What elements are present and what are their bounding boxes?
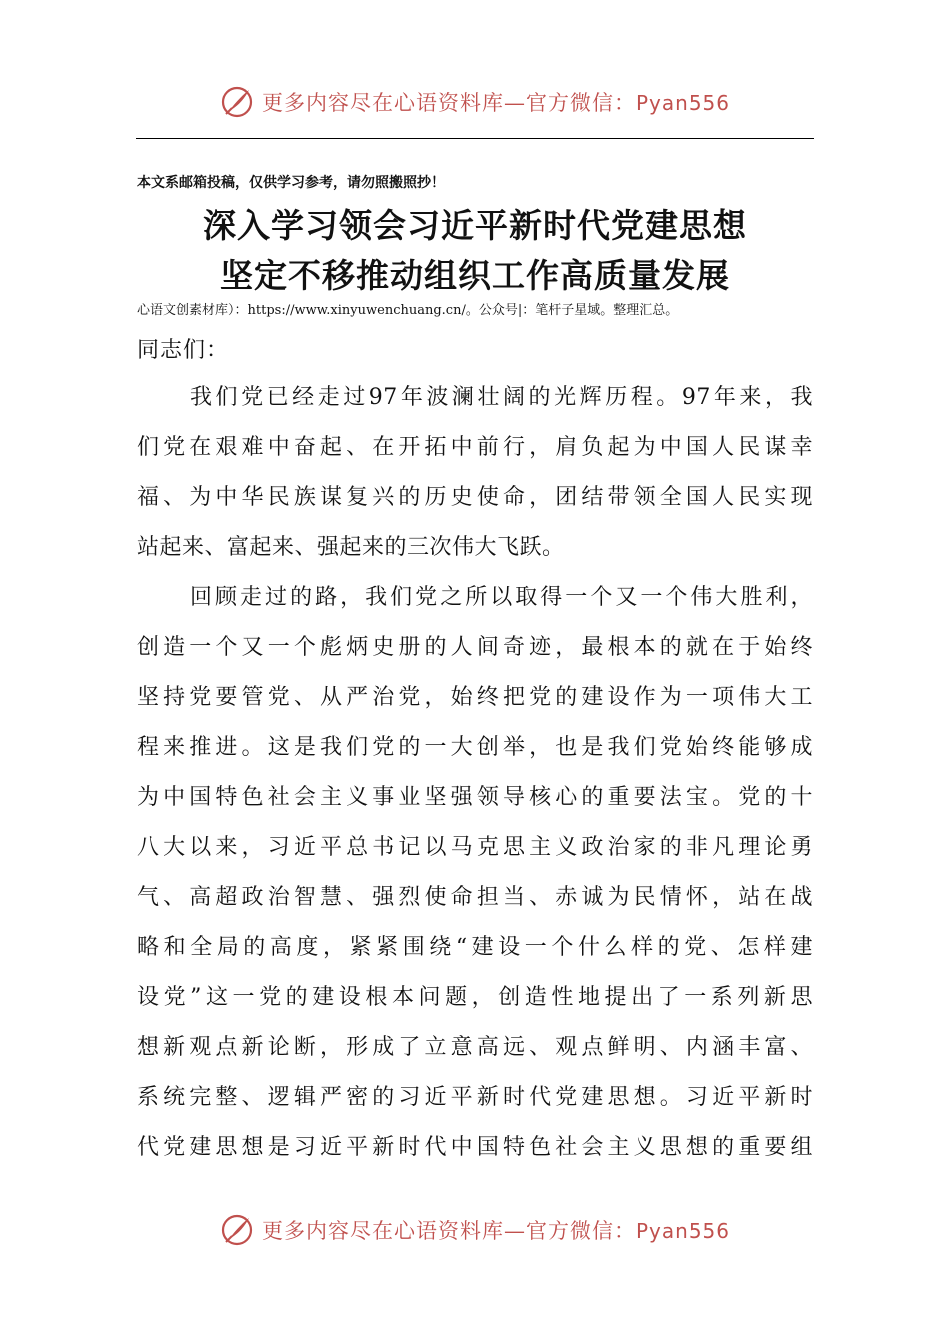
banner-dash: — [503, 91, 526, 115]
body-line: 站起来、富起来、强起来的三次伟大飞跃。 [137, 535, 565, 560]
banner-text [262, 1215, 730, 1245]
body-line: 们党在艰难中奋起、在开拓中前行，肩负起为中国人民谋幸 [137, 435, 813, 460]
salutation: 同志们： [137, 338, 230, 363]
banner-contact: Pyan556 [635, 91, 730, 115]
source-line: 心语文创素材库）：https://www.xinyuwenchuang.cn/。公众号|：笔杆子星域。整理汇总。 [137, 303, 679, 318]
body-line: 八大以来，习近平总书记以马克思主义政治家的非凡理论勇 [137, 835, 813, 860]
header-banner [0, 80, 950, 124]
banner-text [262, 87, 730, 117]
body-line: 代党建思想是习近平新时代中国特色社会主义思想的重要组 [137, 1135, 813, 1160]
quill-pen-icon [220, 85, 254, 119]
banner-contact: Pyan556 [635, 1219, 730, 1243]
banner-official: 官方微信： [525, 91, 636, 115]
banner-dash: — [503, 1219, 526, 1243]
body-line: 略和全局的高度，紧紧围绕“建设一个什么样的党、怎样建 [137, 935, 813, 960]
body-line: 程来推进。这是我们党的一大创举，也是我们党始终能够成 [137, 735, 813, 760]
body-line: 系统完整、逻辑严密的习近平新时代党建思想。习近平新时 [137, 1085, 813, 1110]
banner-main: 更多内容尽在心语资料库 [261, 1219, 504, 1243]
header-divider [136, 138, 814, 139]
body-line: 创造一个又一个彪炳史册的人间奇迹，最根本的就在于始终 [137, 635, 813, 660]
banner-official: 官方微信： [525, 1219, 636, 1243]
body-line: 气、高超政治智慧、强烈使命担当、赤诚为民情怀，站在战 [137, 885, 813, 910]
footer-banner [0, 1208, 950, 1252]
submission-notice: 本文系邮箱投稿，仅供学习参考，请勿照搬照抄！ [137, 175, 445, 191]
body-line: 为中国特色社会主义事业坚强领导核心的重要法宝。党的十 [137, 785, 813, 810]
banner-main: 更多内容尽在心语资料库 [261, 91, 504, 115]
title-line-1: 深入学习领会习近平新时代党建思想 [203, 206, 747, 245]
body-line: 福、为中华民族谋复兴的历史使命，团结带领全国人民实现 [137, 485, 813, 510]
body-line: 回顾走过的路，我们党之所以取得一个又一个伟大胜利， [190, 585, 813, 610]
body-line: 设党”这一党的建设根本问题，创造性地提出了一系列新思 [137, 985, 813, 1010]
quill-pen-icon [220, 1213, 254, 1247]
body-line: 坚持党要管党、从严治党，始终把党的建设作为一项伟大工 [137, 685, 813, 710]
title-line-2: 坚定不移推动组织工作高质量发展 [220, 256, 730, 295]
body-line: 想新观点新论断，形成了立意高远、观点鲜明、内涵丰富、 [137, 1035, 813, 1060]
body-line: 我们党已经走过97年波澜壮阔的光辉历程。97年来，我 [190, 385, 813, 410]
